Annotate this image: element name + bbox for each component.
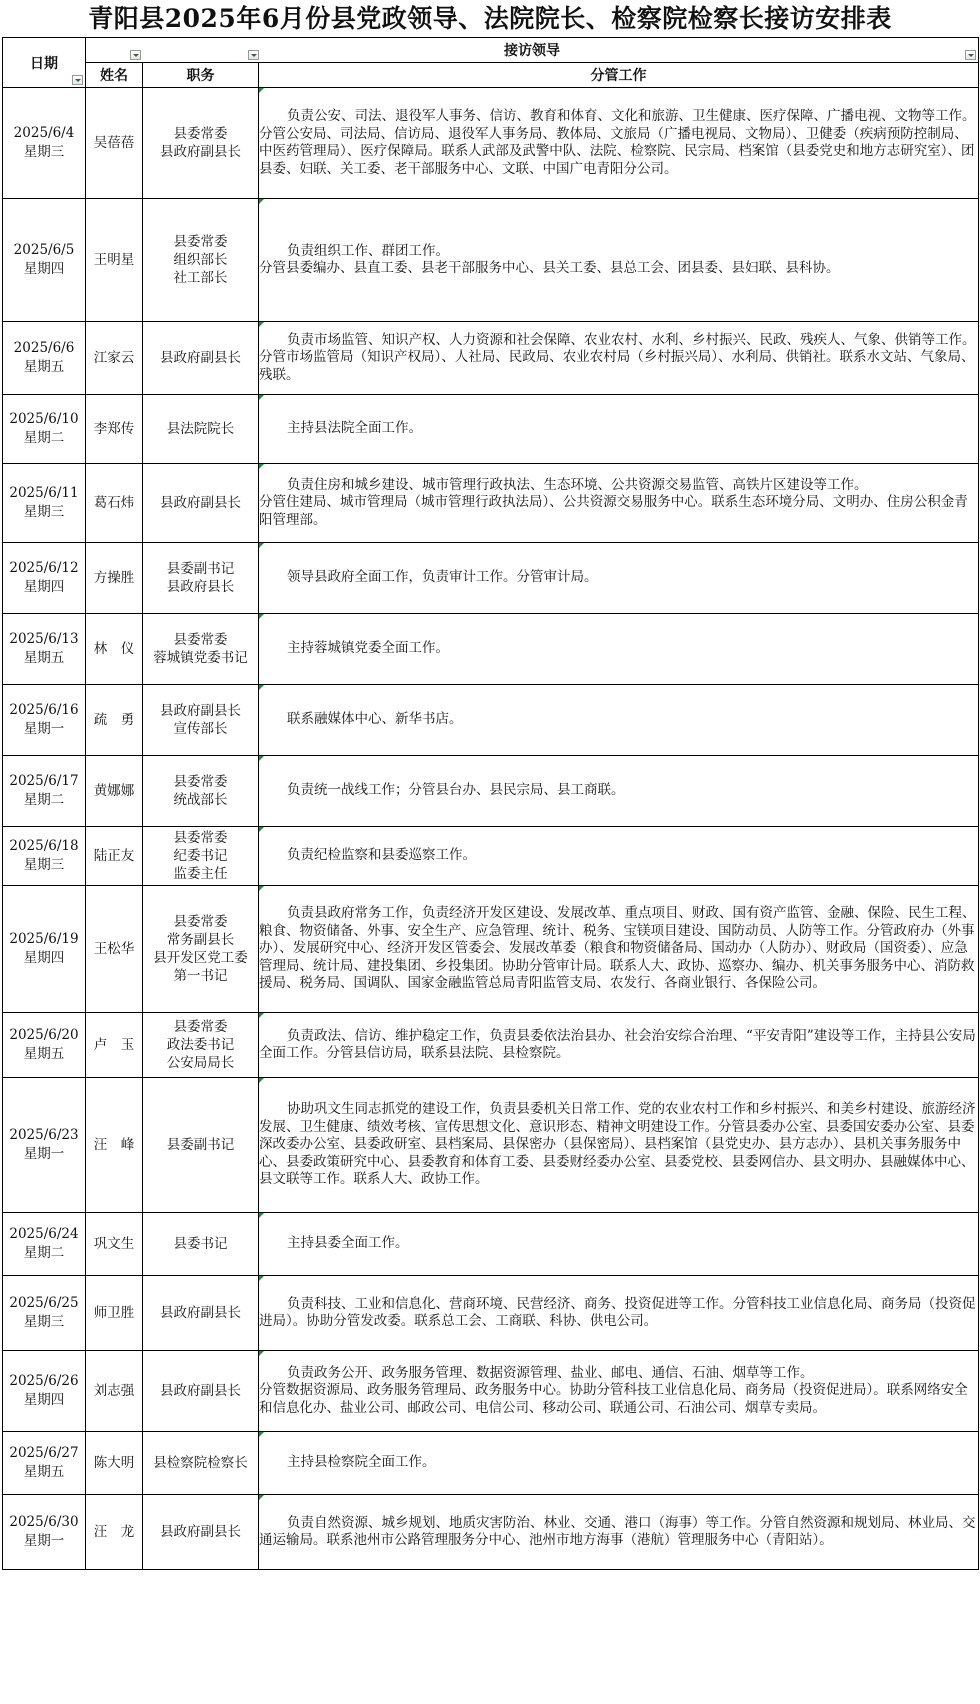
position-cell — [143, 827, 259, 886]
duties-paragraph: 分管数据资源局、政务服务管理局、政务服务中心。协助分管科技工业信息化局、商务局（投资促进局）。联系网络安全和信息化办、盐业公司、邮政公司、电信公司、移动公司、联通公司、石油公司、烟草专卖局。 — [259, 1382, 968, 1416]
date-cell — [3, 543, 86, 614]
comment-indicator-icon — [259, 827, 264, 832]
comment-indicator-icon — [259, 614, 264, 619]
date-cell — [3, 827, 86, 886]
table-row — [3, 322, 979, 395]
name-cell — [86, 1078, 143, 1213]
duties-cell — [259, 395, 979, 464]
duties-paragraph: 负责公安、司法、退役军人事务、信访、教育和体育、文化和旅游、卫生健康、医疗保障、广播电视、文物等工作。分管公安局、司法局、信访局、退役军人事务局、教体局、文旅局（广播电视局、文物局）、卫健委（疾病预防控制局、中医药管理局）、医疗保障局。联系人武部及武警中队、法院、检察院、民宗局、档案馆（县委党史和地方志研究室）、团县委、妇联、关工委、老干部服务中心、文联、中国广电青阳分公司。 — [259, 108, 976, 177]
position-cell — [143, 1432, 259, 1495]
date-value: 2025/6/5 — [13, 242, 75, 258]
comment-indicator-icon — [259, 1013, 264, 1018]
table-row — [3, 1351, 979, 1432]
duties-paragraph: 领导县政府全面工作，负责审计工作。分管审计局。 — [287, 569, 598, 586]
duties-paragraph: 分管住建局、城市管理局（城市管理行政执法局）、公共资源交易服务中心。联系生态环境分局、文明办、住房公积金青阳管理部。 — [259, 494, 968, 528]
date-value: 2025/6/19 — [9, 931, 79, 947]
date-cell — [3, 88, 86, 199]
date-cell — [3, 1432, 86, 1495]
weekday-value: 星期二 — [23, 1245, 65, 1261]
weekday-value: 星期三 — [23, 857, 65, 873]
table-row — [3, 1213, 979, 1276]
position-line: 第一书记 — [173, 968, 228, 984]
name-cell — [86, 827, 143, 886]
date-cell — [3, 322, 86, 395]
name-cell — [86, 1013, 143, 1078]
position-line: 县政府副县长 — [160, 703, 241, 719]
position-line: 县委副书记 — [166, 1137, 235, 1153]
duties-cell — [259, 322, 979, 395]
weekday-value: 星期一 — [23, 1533, 65, 1549]
column-header-position: 职务 — [143, 63, 259, 88]
schedule-body — [3, 88, 979, 1570]
table-row — [3, 1013, 979, 1078]
leader-name: 巩文生 — [93, 1235, 135, 1252]
date-value: 2025/6/6 — [13, 340, 75, 356]
duties-cell — [259, 886, 979, 1013]
weekday-value: 星期三 — [23, 144, 65, 160]
duties-cell — [259, 1013, 979, 1078]
column-header-name: 姓名 — [86, 63, 143, 88]
date-cell — [3, 1495, 86, 1570]
duties-cell — [259, 1213, 979, 1276]
position-cell — [143, 88, 259, 199]
comment-indicator-icon — [259, 395, 264, 400]
position-cell — [143, 322, 259, 395]
position-line: 县委副书记 — [166, 561, 235, 577]
position-cell — [143, 1013, 259, 1078]
leader-name: 王松华 — [93, 940, 135, 957]
position-line: 社工部长 — [173, 270, 228, 286]
weekday-value: 星期二 — [23, 792, 65, 808]
name-cell — [86, 543, 143, 614]
leader-name: 卢 玉 — [93, 1036, 135, 1053]
position-line: 县政府副县长 — [160, 495, 241, 511]
duties-cell — [259, 685, 979, 756]
duties-paragraph: 负责科技、工业和信息化、营商环境、民营经济、商务、投资促进等工作。分管科技工业信息化局、商务局（投资促进局）。协助分管发改委。联系总工会、工商联、科协、供电公司。 — [259, 1295, 976, 1329]
position-line: 监委主任 — [173, 866, 228, 882]
duties-paragraph: 负责自然资源、城乡规划、地质灾害防治、林业、交通、港口（海事）等工作。分管自然资源和规划局、林业局、交通运输局。联系池州市公路管理服务分中心、池州市地方海事（港航）管理服务中心（青阳站）。 — [259, 1514, 976, 1548]
name-cell — [86, 1351, 143, 1432]
date-value: 2025/6/12 — [9, 560, 79, 576]
comment-indicator-icon — [259, 543, 264, 548]
duties-cell — [259, 827, 979, 886]
name-cell — [86, 322, 143, 395]
position-line: 县委常委 — [173, 774, 228, 790]
leader-name: 王明星 — [93, 251, 135, 268]
date-value: 2025/6/25 — [9, 1295, 79, 1311]
position-line: 县委常委 — [173, 234, 228, 250]
position-line: 县检察院检察长 — [153, 1455, 248, 1471]
position-cell — [143, 1276, 259, 1351]
leader-name: 林 仪 — [93, 640, 135, 657]
position-line: 县委书记 — [173, 1236, 228, 1252]
table-row — [3, 614, 979, 685]
column-header-date-label: 日期 — [30, 55, 58, 72]
date-cell — [3, 1276, 86, 1351]
comment-indicator-icon — [259, 88, 264, 93]
duties-paragraph: 主持县法院全面工作。 — [287, 420, 422, 437]
duties-paragraph: 主持县委全面工作。 — [287, 1235, 409, 1252]
position-line: 宣传部长 — [173, 721, 228, 737]
date-value: 2025/6/30 — [9, 1514, 79, 1530]
position-line: 县开发区党工委 — [153, 950, 248, 966]
duties-cell — [259, 543, 979, 614]
comment-indicator-icon — [259, 322, 264, 327]
name-cell — [86, 1432, 143, 1495]
table-row — [3, 1432, 979, 1495]
table-row — [3, 1495, 979, 1570]
comment-indicator-icon — [259, 1351, 264, 1356]
weekday-value: 星期四 — [23, 950, 65, 966]
duties-cell — [259, 464, 979, 543]
position-line: 县政府副县长 — [160, 1305, 241, 1321]
name-cell — [86, 685, 143, 756]
position-cell — [143, 1495, 259, 1570]
name-cell — [86, 395, 143, 464]
comment-indicator-icon — [259, 1495, 264, 1500]
leader-name: 陈大明 — [93, 1454, 135, 1471]
leader-name: 疏 勇 — [93, 711, 135, 728]
date-cell — [3, 1351, 86, 1432]
name-cell — [86, 464, 143, 543]
date-cell — [3, 886, 86, 1013]
column-header-date — [3, 38, 86, 88]
table-row — [3, 199, 979, 322]
duties-cell — [259, 1495, 979, 1570]
weekday-value: 星期二 — [23, 430, 65, 446]
position-line: 县委常委 — [173, 914, 228, 930]
comment-indicator-icon — [259, 1432, 264, 1437]
duties-cell — [259, 614, 979, 685]
date-value: 2025/6/20 — [9, 1027, 79, 1043]
position-line: 县法院院长 — [166, 421, 235, 437]
duties-cell — [259, 1432, 979, 1495]
position-cell — [143, 1213, 259, 1276]
position-line: 县委常委 — [173, 830, 228, 846]
weekday-value: 星期四 — [23, 1392, 65, 1408]
date-value: 2025/6/4 — [13, 125, 75, 141]
leader-name: 汪 峰 — [93, 1136, 135, 1153]
table-row — [3, 1078, 979, 1213]
position-line: 蓉城镇党委书记 — [153, 650, 248, 666]
duties-paragraph: 负责住房和城乡建设、城市管理行政执法、生态环境、公共资源交易监管、高铁片区建设等工作。 — [287, 476, 868, 493]
position-cell — [143, 886, 259, 1013]
leader-name: 方操胜 — [93, 569, 135, 586]
comment-indicator-icon — [259, 199, 264, 204]
comment-indicator-icon — [259, 1213, 264, 1218]
name-cell — [86, 614, 143, 685]
duties-paragraph: 负责政务公开、政务服务管理、数据资源管理、盐业、邮电、通信、石油、烟草等工作。 — [287, 1364, 814, 1381]
date-cell — [3, 685, 86, 756]
weekday-value: 星期三 — [23, 504, 65, 520]
table-row — [3, 1276, 979, 1351]
duties-cell — [259, 1276, 979, 1351]
duties-paragraph: 负责统一战线工作；分管县台办、县民宗局、县工商联。 — [287, 782, 625, 799]
duties-cell — [259, 1078, 979, 1213]
date-value: 2025/6/27 — [9, 1445, 79, 1461]
position-line: 纪委书记 — [173, 848, 228, 864]
position-cell — [143, 685, 259, 756]
weekday-value: 星期一 — [23, 1146, 65, 1162]
weekday-value: 星期五 — [23, 359, 65, 375]
position-cell — [143, 395, 259, 464]
position-line: 政法委书记 — [166, 1037, 235, 1053]
date-cell — [3, 464, 86, 543]
position-cell — [143, 1351, 259, 1432]
position-cell — [143, 756, 259, 827]
name-cell — [86, 1276, 143, 1351]
name-cell — [86, 756, 143, 827]
table-row — [3, 827, 979, 886]
date-value: 2025/6/18 — [9, 838, 79, 854]
position-line: 公安局局长 — [166, 1055, 235, 1071]
date-cell — [3, 1213, 86, 1276]
name-cell — [86, 88, 143, 199]
filter-dropdown-duties[interactable] — [965, 50, 976, 60]
leader-name: 江家云 — [93, 349, 135, 366]
date-value: 2025/6/24 — [9, 1226, 79, 1242]
weekday-value: 星期四 — [23, 579, 65, 595]
duties-paragraph: 负责县政府常务工作，负责经济开发区建设、发展改革、重点项目、财政、国有资产监管、金融、保险、民生工程、粮食、物资储备、外事、安全生产、应急管理、统计、税务、宝镁项目建设、国防动员、人防等工作。分管政府办（外事办）、发展研究中心、经济开发区管委会、发展改革委（粮食和物资储备局、国动办（人防办）、财政局（国资委）、应急管理局、统计局、建投集团、乡投集团。协助分管审计局。联系人大、政协、巡察办、编办、机关事务服务中心、消防救援局、税务局、国调队、国家金融监管总局青阳监管支局、农发行、各商业银行、各保险公司。 — [259, 905, 976, 992]
date-cell — [3, 395, 86, 464]
date-value: 2025/6/17 — [9, 773, 79, 789]
comment-indicator-icon — [259, 1276, 264, 1281]
name-cell — [86, 199, 143, 322]
weekday-value: 星期一 — [23, 721, 65, 737]
table-row — [3, 685, 979, 756]
page-title: 青阳县2025年6月份县党政领导、法院院长、检察院检察长接访安排表 — [88, 4, 892, 33]
weekday-value: 星期四 — [23, 261, 65, 277]
duties-cell — [259, 1351, 979, 1432]
date-cell — [3, 756, 86, 827]
position-line: 组织部长 — [173, 252, 228, 268]
duties-paragraph: 分管县委编办、县直工委、县老干部服务中心、县关工委、县总工会、团县委、县妇联、县科协。 — [259, 260, 840, 276]
filter-dropdown-position[interactable] — [248, 50, 259, 60]
position-line: 县委常委 — [173, 632, 228, 648]
leader-name: 吴蓓蓓 — [93, 134, 135, 151]
duties-paragraph: 主持蓉城镇党委全面工作。 — [287, 640, 449, 657]
position-line: 县政府副县长 — [160, 350, 241, 366]
position-cell — [143, 199, 259, 322]
position-line: 县政府县长 — [166, 579, 235, 595]
position-cell — [143, 1078, 259, 1213]
comment-indicator-icon — [259, 464, 264, 469]
date-value: 2025/6/11 — [9, 485, 79, 501]
leader-name: 陆正友 — [93, 847, 135, 864]
position-line: 县政府副县长 — [160, 144, 241, 160]
leader-name: 葛石炜 — [93, 494, 135, 511]
weekday-value: 星期三 — [23, 1314, 65, 1330]
table-row — [3, 395, 979, 464]
comment-indicator-icon — [259, 886, 264, 891]
position-cell — [143, 543, 259, 614]
filter-dropdown-date[interactable] — [72, 75, 83, 85]
schedule-table — [2, 37, 979, 1570]
duties-paragraph: 联系融媒体中心、新华书店。 — [287, 711, 463, 728]
date-value: 2025/6/13 — [9, 631, 79, 647]
leader-name: 师卫胜 — [93, 1304, 135, 1321]
position-line: 县委常委 — [173, 126, 228, 142]
date-cell — [3, 1078, 86, 1213]
name-cell — [86, 886, 143, 1013]
position-line: 县政府副县长 — [160, 1524, 241, 1540]
weekday-value: 星期五 — [23, 1046, 65, 1062]
table-row — [3, 756, 979, 827]
duties-cell — [259, 756, 979, 827]
comment-indicator-icon — [259, 756, 264, 761]
duties-paragraph: 负责组织工作、群团工作。 — [287, 242, 449, 259]
duties-paragraph: 负责政法、信访、维护稳定工作，负责县委依法治县办、社会治安综合治理、“平安青阳”建设等工作，主持县公安局全面工作。分管县信访局，联系县法院、县检察院。 — [259, 1027, 976, 1061]
leader-name: 黄娜娜 — [93, 782, 135, 799]
date-value: 2025/6/26 — [9, 1373, 79, 1389]
position-cell — [143, 614, 259, 685]
duties-cell — [259, 199, 979, 322]
leader-name: 李郑传 — [93, 420, 135, 437]
position-cell — [143, 464, 259, 543]
date-value: 2025/6/10 — [9, 411, 79, 427]
date-cell — [3, 199, 86, 322]
name-cell — [86, 1495, 143, 1570]
position-line: 县委常委 — [173, 1019, 228, 1035]
leader-name: 刘志强 — [93, 1382, 135, 1399]
table-row — [3, 88, 979, 199]
date-cell — [3, 1013, 86, 1078]
name-cell — [86, 1213, 143, 1276]
duties-cell — [259, 88, 979, 199]
column-header-duties: 分管工作 — [259, 63, 979, 88]
date-value: 2025/6/23 — [9, 1127, 79, 1143]
date-value: 2025/6/16 — [9, 702, 79, 718]
weekday-value: 星期五 — [23, 650, 65, 666]
leader-name: 汪 龙 — [93, 1523, 135, 1540]
position-line: 县政府副县长 — [160, 1383, 241, 1399]
weekday-value: 星期五 — [23, 1464, 65, 1480]
duties-paragraph: 负责市场监管、知识产权、人力资源和社会保障、农业农村、水利、乡村振兴、民政、残疾人、气象、供销等工作。分管市场监管局（知识产权局）、人社局、民政局、农业农村局（乡村振兴局）、水利局、供销社。联系水文站、气象局、残联。 — [259, 331, 976, 383]
table-row — [3, 464, 979, 543]
table-row — [3, 886, 979, 1013]
comment-indicator-icon — [259, 685, 264, 690]
duties-paragraph: 主持县检察院全面工作。 — [287, 1454, 436, 1471]
column-header-leader-group — [86, 38, 979, 63]
comment-indicator-icon — [259, 1078, 264, 1083]
position-line: 统战部长 — [173, 792, 228, 808]
table-row — [3, 543, 979, 614]
position-line: 常务副县长 — [166, 932, 235, 948]
duties-paragraph: 协助巩文生同志抓党的建设工作，负责县委机关日常工作、党的农业农村工作和乡村振兴、和美乡村建设、旅游经济发展、卫生健康、绩效考核、宣传思想文化、意识形态、精神文明建设工作。分管县委办公室、县委国安委办公室、县委深改委办公室、县委政研室、县档案局、县保密办（县保密局）、县档案馆（县党史办、县方志办）、县机关事务服务中心、县委政策研究中心、县委教育和体育工委、县委财经委办公室、县委党校、县委网信办、县文明办、县融媒体中心、县文联等工作。联系人大、政协工作。 — [259, 1101, 976, 1188]
filter-dropdown-name[interactable] — [130, 50, 141, 60]
date-cell — [3, 614, 86, 685]
column-header-leader-group-label: 接访领导 — [504, 43, 560, 59]
duties-paragraph: 负责纪检监察和县委巡察工作。 — [287, 847, 476, 864]
